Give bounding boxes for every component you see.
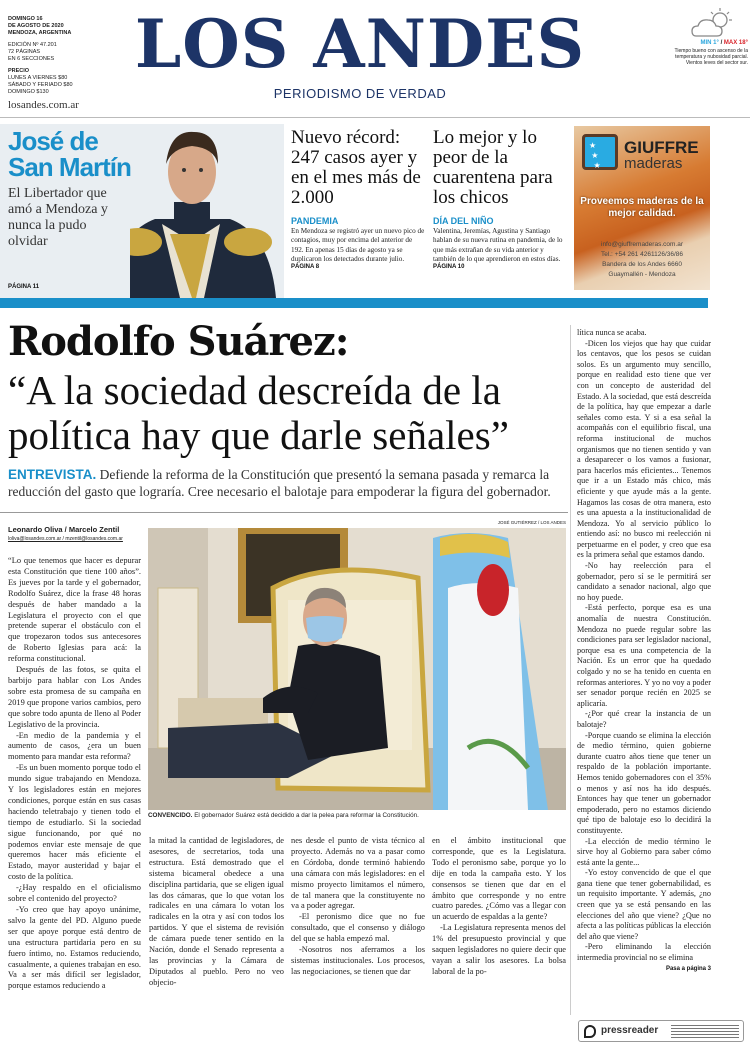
teaser-san-martin[interactable] bbox=[0, 124, 284, 298]
photo-credit: JOSÉ GUTIÉRREZ / LOS ANDES bbox=[497, 520, 566, 525]
paragraph: -Yo creo que hay apoyo unánime, salvo la gente del PD. Alguno puede ser que apoye porque está dentro de una estructura partidaria pero en su fuero íntimo, no. Estamos reduciendo, casualmente, a quienes trabajan en eso. Va a ser más difícil ser legislador, porque estamos reduciendo a bbox=[8, 905, 141, 991]
paragraph: -Porque cuando se elimina la elección de medio término, quien gobierne durante cuatro años tiene que tener un respaldo de la población importante. Hemos tenido gobernadores con el 35% o menos y así nos ha ido después. Entonces hay que tener un gobernador empoderado, pero no estamos diciendo qué tipo de balotaje eso lo decidirá la constituyente. bbox=[577, 730, 711, 835]
weather-box bbox=[640, 6, 748, 66]
pressreader-label: pressreader bbox=[601, 1025, 659, 1036]
teaser-headline: Lo mejor y lo peor de la cuarentena para los chicos bbox=[433, 127, 553, 208]
teaser-headline: José de San Martín bbox=[8, 126, 131, 182]
paragraph: “Lo que tenemos que hacer es depurar esta Constitución que tiene 100 años”. Es jueves por la tarde y el gobernador, Rodolfo Suárez, dice la frase 48 horas después de haber mandado a la Legislatura el proyecto con el que pretende superar el obstáculo con el que tropezaron todos sus antecesores de Roberto Iglesias para acá: la reforma constitucional. bbox=[8, 556, 141, 664]
page-ref: PÁGINA 8 bbox=[291, 264, 320, 271]
website-link[interactable]: losandes.com.ar bbox=[8, 99, 79, 111]
page-ref: PÁGINA 11 bbox=[8, 284, 40, 290]
san-martin-portrait bbox=[130, 124, 284, 298]
paragraph: en el ámbito institucional que corresponde, que es la Legislatura. Todo el peronismo sabe, porque yo lo dije en toda la campaña esto. Y los consensos se tienen que dar en el ámbito que corresponde y no entre cuatro paredes. ¿Cómo vas a llegar con un acuerdo de espaldas a la gente? bbox=[432, 836, 566, 922]
divider bbox=[0, 117, 750, 118]
page-count: 72 PÁGINAS bbox=[8, 49, 41, 55]
ad-slogan: Proveemos maderas de la mejor calidad. bbox=[580, 196, 704, 219]
intro-text: Defiende la reforma de la Constitución que presentó la semana pasada y remarca la reducción del gasto que lograría. Cree necesario el balotaje para empoderar la figura del gobernador. bbox=[8, 467, 551, 499]
price-label: PRECIO bbox=[8, 68, 30, 74]
section-count: EN 6 SECCIONES bbox=[8, 56, 55, 62]
governor-photo-illustration bbox=[148, 528, 566, 810]
caption-text: El gobernador Suárez está decidido a dar la pelea para reformar la Constitución. bbox=[194, 812, 419, 819]
section-bar bbox=[0, 298, 708, 308]
ad-brand-sub: maderas bbox=[624, 155, 683, 172]
teaser-kicker: PANDEMIA bbox=[291, 216, 339, 226]
question: -¿Hay respaldo en el oficialismo sobre el contenido del proyecto? bbox=[8, 883, 141, 904]
paragraph: -Yo estoy convencido de que el que gana tiene que tener gobernabilidad, es un requisito importante. Y además, ¿no creen que ya se está pensando en las elecciones del año que viene? ¿Que no afecta a las políticas públicas la elección del año que viene? bbox=[577, 868, 711, 941]
paragraph: Después de las fotos, se quita el barbijo para hablar con Los Andes sobre esta promesa de su campaña en 2019 que propone varios cambios, pero que sobre todo apunta de lleno al Poder Legislativo de la provincia. bbox=[8, 665, 141, 729]
ad-brand: GIUFFRE bbox=[624, 138, 699, 157]
governor-photo bbox=[148, 528, 566, 810]
price-sunday: DOMINGO $130 bbox=[8, 89, 49, 95]
newspaper-logo: LOS ANDES bbox=[134, 5, 586, 83]
edition-number: EDICIÓN Nº 47.201 bbox=[8, 42, 57, 48]
paragraph: nes desde el punto de vista técnico al proyecto. Además no va a pasar como en Córdoba, donde terminó habiendo una cámara con más legisladores: en el mismo proyecto limitamos el número, de tal manera que la constituyente no va a poder agregar. bbox=[291, 836, 425, 911]
star-logo-icon: ★ ★ ★ bbox=[582, 134, 618, 170]
paragraph: -Nosotros nos aferramos a los sistemas institucionales. Los procesos, las negociaciones, se tienen que dar bbox=[291, 945, 425, 976]
ad-address: Bandera de los Andes 6660 bbox=[602, 261, 682, 268]
paragraph: -Está perfecto, porque esa es una anomalía de nuestra Constitución. Mendoza no puede regular sobre las condiciones para ser legislador nacional, porque esa es una competencia de la Nación. Es un error que ha quedado colgado y no se ha tenido en cuenta en reformas anteriores. Y yo no voy a poder ser senador porque recién en 2025 se aplicaría. bbox=[577, 603, 711, 708]
main-headline: Rodolfo Suárez: bbox=[8, 318, 349, 365]
teaser-text: En Mendoza se registró ayer un nuevo pico de contagios, muy por encima del anterior de 192. En apenas 15 días de agosto ya se duplicaron los detectados durante julio. bbox=[291, 227, 425, 263]
byline bbox=[8, 525, 140, 542]
divider bbox=[0, 512, 568, 513]
question: -En medio de la pandemia y el aumento de casos, ¿era un buen momento para mandar esta reforma? bbox=[8, 730, 141, 762]
pressreader-badge[interactable] bbox=[578, 1020, 744, 1042]
pressreader-fineprint bbox=[671, 1025, 739, 1038]
intro-kicker: ENTREVISTA. bbox=[8, 467, 97, 482]
page-ref: PÁGINA 10 bbox=[433, 264, 465, 271]
pressreader-logo-icon bbox=[584, 1025, 596, 1038]
paragraph: lítica nunca se acaba. bbox=[577, 328, 647, 337]
paragraph: -La Legislatura representa menos del 1% del presupuesto provincial y que saquen legisladores no quiere decir que vayan a salir los asesores. La bolsa laboral de la po- bbox=[432, 923, 566, 976]
teaser-headline: Nuevo récord: 247 casos ayer y en el mes más de 2.000 bbox=[291, 127, 421, 208]
edition-info bbox=[8, 16, 108, 109]
temp-separator: / bbox=[718, 40, 724, 46]
column-divider bbox=[570, 325, 571, 1015]
article-col-1 bbox=[8, 556, 141, 992]
main-intro bbox=[8, 466, 568, 500]
min-temp: MIN 1° bbox=[700, 40, 719, 46]
teaser-kicker: DÍA DEL NIÑO bbox=[433, 216, 494, 226]
teaser-pandemia[interactable] bbox=[291, 128, 425, 270]
continued-on-page[interactable]: Pasa a página 3 bbox=[665, 965, 711, 972]
main-quote: “A la sociedad descreída de la política hay que darle señales” bbox=[8, 367, 509, 458]
tagline: PERIODISMO DE VERDAD bbox=[273, 86, 447, 101]
article-col-3 bbox=[291, 836, 425, 978]
question: -No hay reelección para el gobernador, pero sí se le permitirá ser candidato a senador nacional, algo que no hoy puede. bbox=[577, 561, 711, 602]
question: -Pero eliminando la elección intermedia provincial no se elimina bbox=[577, 942, 711, 963]
question: -La elección de medio término le sirve hoy al Gobierno para saber cómo está ante la gente... bbox=[577, 836, 711, 867]
giuffre-ad[interactable] bbox=[574, 126, 710, 290]
author-emails[interactable]: loliva@losandes.com.ar / mzentil@losandes.com.ar bbox=[8, 536, 123, 542]
paragraph: -Es un buen momento porque todo el mundo sigue trabajando en Mendoza. Y los legisladores están en mejores condiciones, porque están en sus casas haciendo teletrabajo y tienen todo el tiempo de estudiarlo. Si la sociedad sigue funcionando, por qué no podemos enviar este mensaje de que queremos hacer más eficiente el Estado, mayor austeridad y bajar el costo de la política. bbox=[8, 763, 141, 882]
partly-cloudy-icon bbox=[690, 6, 734, 40]
ad-phone: Tel.: +54 261 4261126/36/86 bbox=[600, 251, 684, 258]
price-saturday: SÁBADO Y FERIADO $80 bbox=[8, 82, 73, 88]
authors: Leonardo Oliva / Marcelo Zentil bbox=[8, 525, 120, 534]
article-col-4 bbox=[432, 836, 566, 978]
article-col-5 bbox=[577, 328, 711, 974]
weather-description: Tiempo bueno con ascenso de la temperatura y nubosidad parcial. Vientos leves del sector sur. bbox=[674, 48, 748, 66]
teaser-text: Valentina, Jeremías, Agustina y Santiago hablan de su nueva rutina en pandemia, de lo que más extrañan de su vida anterior y también de lo que aprendieron en estos días. bbox=[433, 227, 563, 263]
date-line: DOMINGO 16 bbox=[8, 16, 43, 22]
ad-city: Guaymallén - Mendoza bbox=[608, 271, 676, 278]
photo-caption bbox=[148, 812, 568, 819]
question: -El peronismo dice que no fue consultado, que el consenso y diálogo del que se habla empezó mal. bbox=[291, 912, 425, 944]
caption-kicker: CONVENCIDO. bbox=[148, 812, 193, 819]
teaser-dia-del-nino[interactable] bbox=[433, 128, 565, 270]
paragraph: -Dicen los viejos que hay que cuidar los centavos, que los pesos se cuidan solos. Es un argumento muy sencillo, porque en realidad esto tiene que ver con un concepto de austeridad del Estado. A la sociedad, que está descreída de la política, hay que empezar a darle señales como esta. Y si a esa señal la acompañás con el equilibrio fiscal, una reforma institucional de muchos organismos que no tienen sentido y van a desaparecer o los vamos a fusionar, para hacerlos más eficientes... Tenemos que ir a un Estado más chico, más eficiente y que ayude más a la gente. Hagamos las cosas de otra manera, esto es una apuesta a la institucionalidad de Mendoza. Yo al servicio público lo entiendo así: no busco mi reelección ni perpetuarme en el poder, y creo que esa es la primera señal que estamos dando. bbox=[577, 338, 711, 560]
teaser-text: El Libertador que amó a Mendoza y nunca la pudo olvidar bbox=[8, 186, 108, 249]
question: -¿Por qué crear la instancia de un balotaje? bbox=[577, 709, 711, 729]
article-col-2 bbox=[149, 836, 284, 989]
ad-email: info@giuffremaderas.com.ar bbox=[601, 241, 683, 248]
paragraph: la mitad la cantidad de legisladores, de asesores, de secretarios, toda una estructura. Está demostrado que el sistema bicameral obedece a una disciplina partidaria, que se eligen igual las dos cámaras, que lo que votan los radicales en una cámara lo votan los radicales en la otra y así con todos los partidos. Y que el sistema de revisión de cámara puede tener sentido en la Nación, donde el Senado representa a las provincias y la Cámara de Diputados al pueblo. Pero no veo objecio- bbox=[149, 836, 284, 987]
price-weekday: LUNES A VIERNES $80 bbox=[8, 75, 68, 81]
max-temp: MAX 18° bbox=[723, 40, 748, 46]
date-line: DE AGOSTO DE 2020 bbox=[8, 23, 64, 29]
ad-contact bbox=[578, 240, 706, 280]
city-line: MENDOZA, ARGENTINA bbox=[8, 30, 72, 36]
